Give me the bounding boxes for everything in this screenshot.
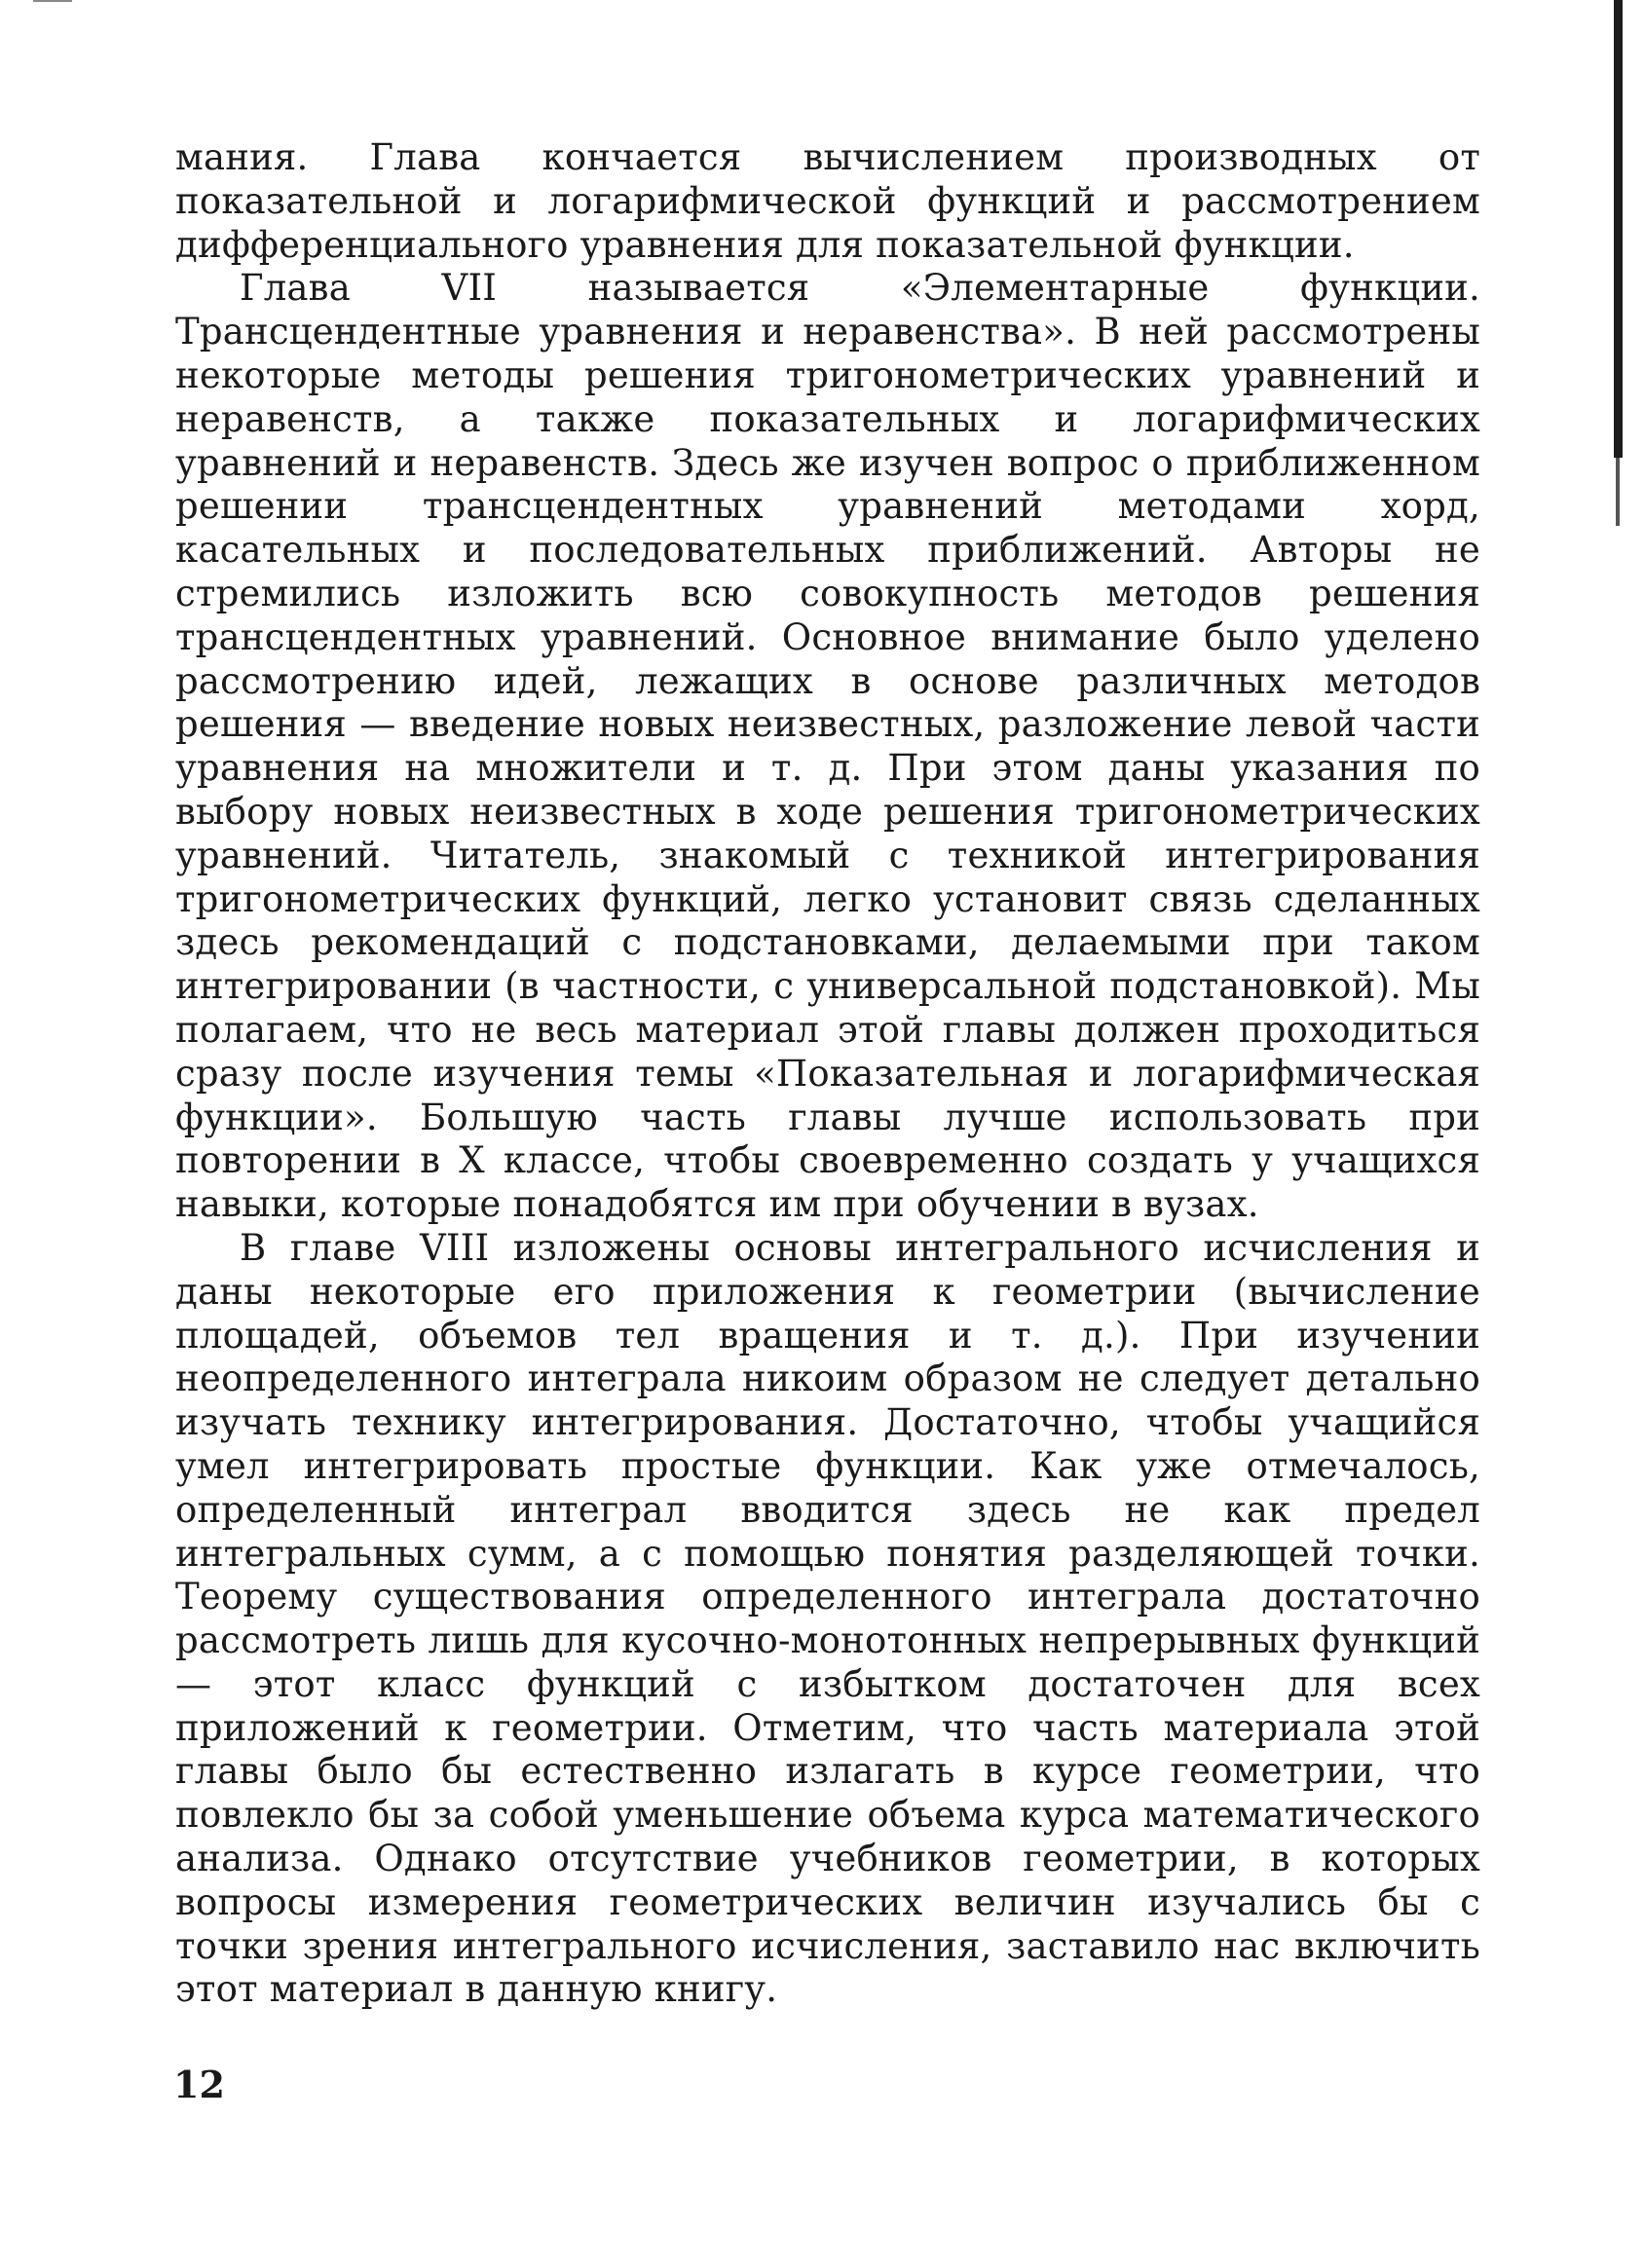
paragraph-1: мания. Глава кончается вычислением производных от показательной и логарифмической функций и рассмотрением дифференциального уравнения для показательной функции. xyxy=(175,136,1480,266)
page-number: 12 xyxy=(173,2063,225,2106)
page-binding-edge-lower xyxy=(1616,458,1620,526)
paragraph-2: Глава VII называется «Элементарные функции. Трансцендентные уравнения и неравенства». В ней рассмотрены некоторые методы решения тригонометрических уравнений и неравенств, а также показательных и логарифмических уравнений и неравенств. Здесь же изучен вопрос о приближенном решении трансцендентных уравнений методами хорд, касательных и последовательных приближений. Авторы не стремились изложить всю совокупность методов решения трансцендентных уравнений. Основное внимание было уделено рассмотрению идей, лежащих в основе различных методов решения — введение новых неизвестных, разложение левой части уравнения на множители и т. д. При этом даны указания по выбору новых неизвестных в ходе решения тригонометрических уравнений. Читатель, знакомый с техникой интегрирования тригонометрических функций, легко установит связь сделанных здесь рекомендаций с подстановками, делаемыми при таком интегрировании (в частности, с универсальной подстановкой). Мы полагаем, что не весь материал этой главы должен проходиться сразу после изучения темы «Показательная и логарифмическая функции». Большую часть главы лучше использовать при повторении в X классе, чтобы своевременно создать у учащихся навыки, которые понадобятся им при обучении в вузах. xyxy=(175,267,1480,1226)
scan-corner-mark xyxy=(33,0,72,6)
paragraph-3: В главе VIII изложены основы интегрального исчисления и даны некоторые его приложения к геометрии (вычисление площадей, объемов тел вращения и т. д.). При изучении неопределенного интеграла никоим образом не следует детально изучать технику интегрирования. Достаточно, чтобы учащийся умел интегрировать простые функции. Как уже отмечалось, определенный интеграл вводится здесь не как предел интегральных сумм, а с помощью понятия разделяющей точки. Теорему существования определенного интеграла достаточно рассмотреть лишь для кусочно-монотонных непрерывных функций — этот класс функций с избытком достаточен для всех приложений к геометрии. Отметим, что часть материала этой главы было бы естественно излагать в курсе геометрии, что повлекло бы за собой уменьшение объема курса математического анализа. Однако отсутствие учебников геометрии, в которых вопросы измерения геометрических величин изучались бы с точки зрения интегрального исчисления, заставило нас включить этот материал в данную книгу. xyxy=(175,1226,1480,2011)
page-binding-edge xyxy=(1614,0,1623,458)
body-text xyxy=(175,136,1480,2012)
